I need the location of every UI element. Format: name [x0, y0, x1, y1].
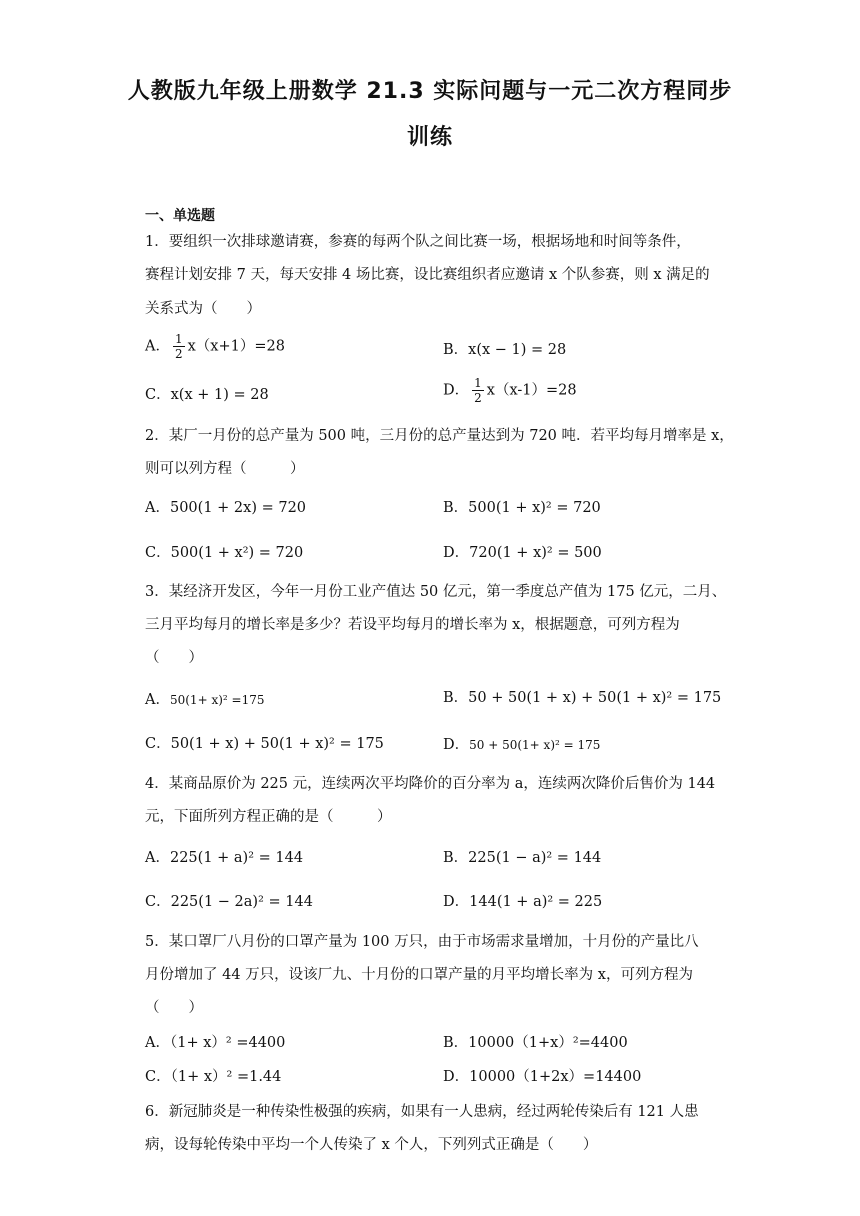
question-4-option-c — [145, 890, 313, 911]
option-label: B． — [443, 500, 469, 516]
option-text: 500(1 + x²) = 720 — [170, 545, 304, 561]
option-label: C． — [145, 387, 171, 403]
question-5-option-a — [145, 1031, 285, 1052]
question-4-line-2: 元，下面所列方程正确的是（ ） — [145, 809, 392, 825]
question-3-option-a — [145, 688, 264, 709]
question-4-option-d — [443, 890, 602, 911]
question-2-option-c — [145, 541, 303, 562]
fraction: $\frac{1}{2}$ — [174, 332, 183, 361]
question-3-option-b — [443, 686, 721, 707]
question-2-option-b — [443, 496, 601, 517]
question-1-line-1: 1．要组织一次排球邀请赛，参赛的每两个队之间比赛一场，根据场地和时间等条件， — [145, 234, 691, 250]
option-text: （1+ x）² =4400 — [169, 1035, 286, 1051]
option-label: B． — [443, 850, 469, 866]
option-text: 10000（1+2x）=14400 — [469, 1069, 642, 1085]
option-text: x(x − 1) = 28 — [468, 342, 567, 358]
question-2-option-d — [443, 541, 602, 562]
option-text: 10000（1+x）²=4400 — [468, 1035, 628, 1051]
option-label: C． — [145, 894, 171, 910]
option-text: 500(1 + x)² = 720 — [468, 500, 601, 516]
question-3-option-d — [443, 733, 600, 754]
option-text: 500(1 + 2x) = 720 — [169, 500, 307, 516]
option-label: C． — [145, 1069, 171, 1085]
option-label: C． — [145, 545, 171, 561]
question-3-option-c — [145, 732, 384, 753]
option-text: 50(1 + x) + 50(1 + x)² = 175 — [170, 736, 384, 752]
option-label: B． — [443, 1035, 469, 1051]
question-5-option-b — [443, 1031, 628, 1052]
option-text: 50(1+ x)² =175 — [169, 693, 265, 707]
option-label: D． — [443, 545, 470, 561]
option-label: A． — [145, 850, 170, 866]
option-text: （1+ x）² =1.44 — [170, 1069, 282, 1085]
option-text: x（x+1）=28 — [187, 338, 285, 355]
option-label: D． — [443, 894, 470, 910]
option-text: 225(1 − a)² = 144 — [468, 850, 602, 866]
question-1-option-b — [443, 338, 566, 359]
question-5-line-1: 5．某口罩厂八月份的口罩产量为 100 万只，由于市场需求量增加，十月份的产量比八 — [145, 934, 699, 950]
option-label: B． — [443, 342, 469, 358]
fraction: $\frac{1}{2}$ — [474, 376, 482, 405]
document-title-line-1: 人教版九年级上册数学 21.3 实际问题与一元二次方程同步 — [127, 79, 733, 104]
option-label: D． — [443, 382, 470, 399]
question-2-option-a — [145, 496, 306, 517]
question-1-option-d — [443, 376, 577, 405]
section-heading: 一、单选题 — [145, 208, 215, 224]
option-label: A． — [145, 338, 170, 355]
option-label: A． — [145, 692, 170, 708]
question-3-line-1: 3．某经济开发区，今年一月份工业产值达 50 亿元，第一季度总产值为 175 亿元，二月、 — [145, 584, 727, 600]
option-label: D． — [443, 1069, 470, 1085]
option-label: A． — [145, 500, 170, 516]
option-text: 225(1 + a)² = 144 — [169, 850, 304, 866]
question-6-line-1: 6．新冠肺炎是一种传染性极强的疾病，如果有一人患病，经过两轮传染后有 121 人患 — [145, 1104, 699, 1120]
question-6-line-2: 病，设每轮传染中平均一个人传染了 x 个人，下列列式正确是（ ） — [145, 1137, 598, 1153]
option-label: B． — [443, 690, 469, 706]
question-1-line-2: 赛程计划安排 7 天，每天安排 4 场比赛，设比赛组织者应邀请 x 个队参赛，则 x 满足的 — [145, 267, 710, 283]
option-label: A． — [145, 1035, 170, 1051]
option-text: x(x + 1) = 28 — [170, 387, 269, 403]
option-text: x（x-1）=28 — [486, 382, 577, 399]
question-1-option-a — [145, 332, 285, 361]
document-title-line-2: 训练 — [406, 125, 453, 150]
question-1-line-3: 关系式为（ ） — [145, 301, 261, 317]
question-4-line-1: 4．某商品原价为 225 元，连续两次平均降价的百分率为 a，连续两次降价后售价为 144 — [145, 776, 716, 792]
question-5-option-d — [443, 1065, 641, 1086]
question-5-line-3: （ ） — [145, 1000, 203, 1016]
question-4-option-b — [443, 846, 601, 867]
option-label: C． — [145, 736, 171, 752]
question-3-line-3: （ ） — [145, 650, 203, 666]
option-text: 50 + 50(1 + x) + 50(1 + x)² = 175 — [468, 690, 722, 706]
question-2-line-1: 2．某厂一月份的总产量为 500 吨，三月份的总产量达到为 720 吨．若平均每月增率是 x， — [145, 428, 734, 444]
question-4-option-a — [145, 846, 303, 867]
question-3-line-2: 三月平均每月的增长率是多少？若设平均每月的增长率为 x，根据题意，可列方程为 — [145, 617, 680, 633]
option-text: 225(1 − 2a)² = 144 — [170, 894, 313, 910]
question-5-option-c — [145, 1065, 281, 1086]
question-2-line-2: 则可以列方程（ ） — [145, 461, 305, 477]
option-text: 50 + 50(1+ x)² = 175 — [469, 738, 601, 752]
option-label: D． — [443, 737, 470, 753]
option-text: 720(1 + x)² = 500 — [469, 545, 602, 561]
option-text: 144(1 + a)² = 225 — [469, 894, 603, 910]
question-1-option-c — [145, 383, 269, 404]
question-5-line-2: 月份增加了 44 万只，设该厂九、十月份的口罩产量的月平均增长率为 x，可列方程为 — [145, 967, 693, 983]
